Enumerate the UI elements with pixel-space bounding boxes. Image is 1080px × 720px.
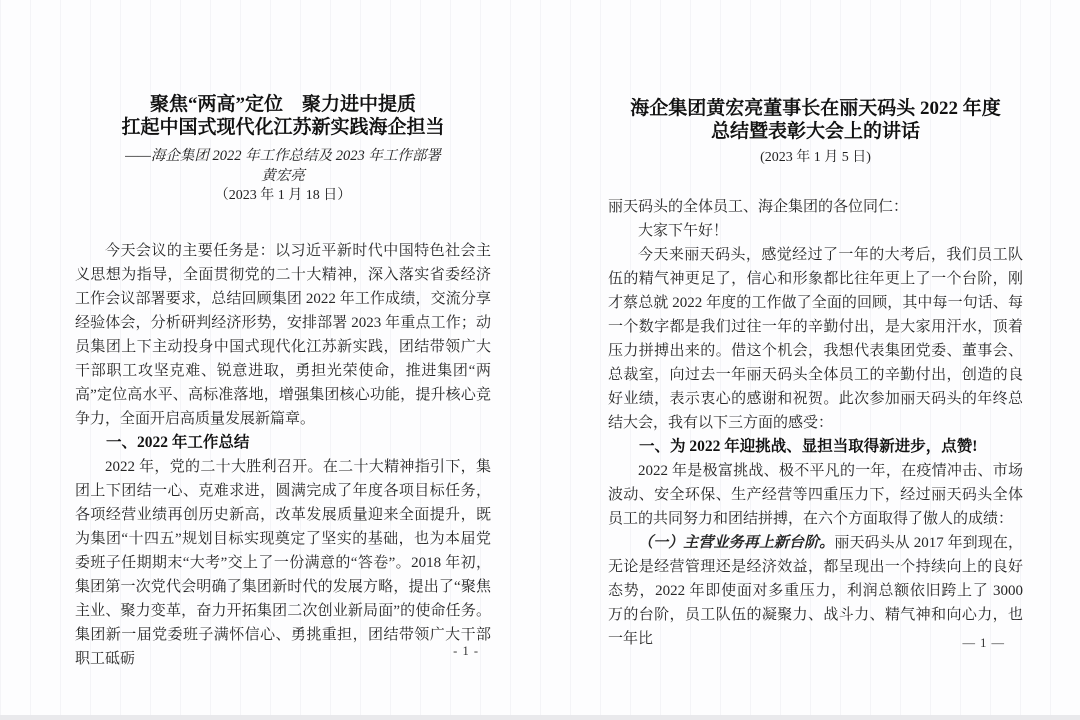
right-item-1-text: 丽天码头从 2017 年到现在，无论是经营管理还是经济效益，都呈现出一个持续向上的良好态势，2022 年即使面对多重压力，利润总额依旧跨上了 3000 万的台阶，员工队伍的凝聚力、战斗力、精气神和向心力，也一年比	[608, 535, 1023, 647]
bottom-edge-strip	[0, 715, 1080, 720]
right-page-number: — 1 —	[962, 636, 1005, 650]
right-paragraph-1: 今天来丽天码头，感觉经过了一年的大考后，我们员工队伍的精气神更足了，信心和形象都比往年更上了一个台阶，刚才蔡总就 2022 年度的工作做了全面的回顾，其中每一句话、每一个数字都是我们过往一年的辛勤付出，是大家用汗水，顶着压力拼搏出来的。借这个机会，我想代表集团党委、董事会、总裁室，向过去一年丽天码头全体员工的辛勤付出，创造的良好业绩，表示衷心的感谢和祝贺。此次参加丽天码头的年终总结大会，我有以下三方面的感受：	[608, 247, 1023, 431]
left-date: （2023 年 1 月 18 日）	[214, 188, 352, 203]
left-paragraph-1: 今天会议的主要任务是：以习近平新时代中国特色社会主义思想为指导，全面贯彻党的二十大精神，深入落实省委经济工作会议部署要求，总结回顾集团 2022 年工作成绩，交流分享经验体会，分析研判经济形势，安排部署 2023 年重点工作；动员集团上下主动投身中国式现代化江苏新实践，团结带领广大干部职工攻坚克难、锐意进取，勇担光荣使命，推进集团“两高”定位高水平、高标准落地，增强集团核心功能，提升核心竞争力，全面开启高质量发展新篇章。	[75, 243, 491, 427]
right-document-title	[608, 0, 1023, 143]
left-paragraph-2: 2022 年，党的二十大胜利召开。在二十大精神指引下，集团上下团结一心、克难求进，圆满完成了年度各项目标任务，各项经营业绩再创历史新高，改革发展质量迎来全面提升，既为集团“十四五”规划目标实现奠定了坚实的基础，也为本届党委班子任期期末“大考”交上了一份满意的“答卷”。2018 年初，集团第一次党代会明确了集团新时代的发展方略，提出了“聚焦主业、聚力变革，奋力开拓集团二次创业新局面”的使命任务。集团新一届党委班子满怀信心、勇挑重担，团结带领广大干部职工砥砺	[75, 459, 491, 667]
right-item-1-lead: （一）主营业务再上新台阶。	[638, 535, 835, 551]
left-author: 黄宏亮	[261, 168, 305, 184]
left-page-number: - 1 -	[453, 644, 479, 658]
left-title-line-1: 聚焦“两高”定位 聚力进中提质	[149, 94, 416, 115]
right-title-line-2: 总结暨表彰大会上的讲话	[710, 121, 920, 142]
left-section-heading-1: 一、2022 年工作总结	[106, 434, 250, 451]
right-salutation: 丽天码头的全体员工、海企集团的各位同仁：	[608, 199, 909, 215]
right-section-heading-1: 一、为 2022 年迎挑战、显担当取得新进步，点赞!	[639, 438, 978, 455]
right-title-line-1: 海企集团黄宏亮董事长在丽天码头 2022 年度	[630, 98, 1001, 119]
left-document-title	[75, 0, 491, 139]
page-left	[75, 0, 491, 715]
right-paragraph-2: 2022 年是极富挑战、极不平凡的一年，在疫情冲击、市场波动、安全环保、生产经营等四重压力下，经过丽天码头全体员工的共同努力和团结拼搏，在六个方面取得了傲人的成绩：	[608, 463, 1023, 527]
left-title-line-2: 扛起中国式现代化江苏新实践海企担当	[121, 117, 445, 138]
right-date: (2023 年 1 月 5 日)	[760, 150, 871, 165]
right-greeting: 大家下午好！	[638, 223, 729, 239]
left-subtitle: ——海企集团 2022 年工作总结及 2023 年工作部署	[125, 148, 441, 164]
right-item-paragraph-1	[608, 531, 1023, 651]
page-right	[608, 0, 1023, 715]
